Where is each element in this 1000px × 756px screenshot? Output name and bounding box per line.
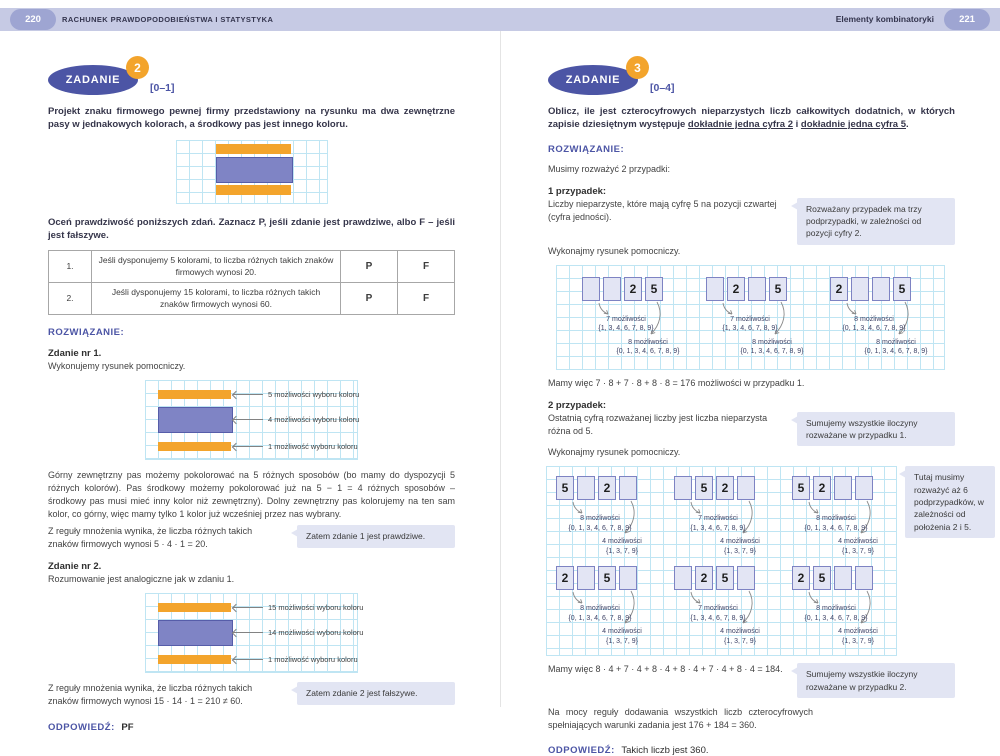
truth-table bbox=[48, 250, 455, 315]
case1-text: Liczby nieparzyste, które mają cyfrę 5 na pozycji czwartej (cyfra jedności). bbox=[548, 198, 777, 222]
digit-cell bbox=[855, 476, 873, 500]
digit-cell: 2 bbox=[598, 476, 616, 500]
page-right bbox=[500, 31, 1000, 756]
case1-figure bbox=[556, 265, 945, 370]
answer-value: PF bbox=[121, 721, 134, 733]
digit-group bbox=[706, 277, 818, 362]
false-option[interactable]: F bbox=[398, 251, 455, 283]
case2-figure bbox=[546, 466, 897, 656]
digit-cell: 5 bbox=[556, 476, 574, 500]
possibilities-label: 8 możliwości {0, 1, 3, 4, 6, 7, 8, 9} bbox=[740, 338, 804, 356]
digit-cell: 2 bbox=[727, 277, 745, 301]
page-number-right: 221 bbox=[944, 9, 990, 30]
subcases-callout: Tutaj musimy rozważyć aż 6 podprzypadków, w zależności od położenia 2 i 5. bbox=[905, 466, 995, 538]
possibilities-label: 8 możliwości {0, 1, 3, 4, 6, 7, 8, 9} bbox=[804, 515, 868, 532]
cases-intro: Musimy rozważyć 2 przypadki: bbox=[548, 163, 671, 174]
digit-group bbox=[556, 566, 668, 651]
left-arrow-icon bbox=[233, 419, 263, 420]
answer-value: Takich liczb jest 360. bbox=[621, 745, 709, 756]
case1-fig-intro: Wykonajmy rysunek pomocniczy. bbox=[548, 245, 681, 256]
digit-cell bbox=[834, 476, 852, 500]
possibilities-label: 4 możliwości {1, 3, 7, 9} bbox=[720, 628, 760, 645]
true-option[interactable]: P bbox=[341, 251, 398, 283]
digit-cell: 2 bbox=[716, 476, 734, 500]
statement1-intro: Wykonujemy rysunek pomocniczy. bbox=[48, 361, 186, 372]
digit-group bbox=[674, 566, 786, 651]
top-stripe bbox=[216, 144, 291, 154]
left-arrow-icon bbox=[233, 446, 263, 447]
stripe-label-row bbox=[233, 627, 363, 638]
underlined-condition: dokładnie jedna cyfra 5 bbox=[800, 119, 906, 131]
table-row bbox=[49, 251, 455, 283]
row-number: 2. bbox=[49, 283, 92, 315]
statement-cell: Jeśli dysponujemy 5 kolorami, to liczba różnych takich znaków firmowych wynosi 20. bbox=[92, 251, 341, 283]
case2-result: Mamy więc 8 · 4 + 7 · 4 + 8 · 4 + 8 · 4 + 7 · 4 + 8 · 4 = 184. bbox=[548, 664, 783, 675]
page-header-band bbox=[0, 8, 1000, 31]
digit-cell: 2 bbox=[556, 566, 574, 590]
digit-cell: 5 bbox=[769, 277, 787, 301]
digit-cell bbox=[603, 277, 621, 301]
digit-cell bbox=[577, 566, 595, 590]
statement2-heading: Zdanie nr 2. bbox=[48, 561, 102, 573]
task-score: [0–4] bbox=[650, 82, 675, 94]
digit-cell: 5 bbox=[813, 566, 831, 590]
task-badge bbox=[548, 60, 641, 95]
solution-heading: ROZWIĄZANIE: bbox=[48, 327, 125, 339]
digit-group bbox=[582, 277, 694, 362]
summary-paragraph: Na mocy reguły dodawania wszystkich liczb czterocyfrowych spełniających warunki zadania jest 176 + 184 = 360. bbox=[548, 706, 813, 731]
digit-cell bbox=[737, 566, 755, 590]
left-arrow-icon bbox=[233, 659, 263, 660]
stripe-label: 4 możliwości wyboru koloru bbox=[268, 415, 360, 425]
digit-cell bbox=[674, 476, 692, 500]
digit-cell bbox=[855, 566, 873, 590]
truth-prompt: Oceń prawdziwość poniższych zdań. Zaznacz P, jeśli zdanie jest prawdziwe, albo F – jeśli jest fałszywe. bbox=[48, 216, 455, 241]
digit-group bbox=[792, 476, 904, 561]
digit-cell bbox=[582, 277, 600, 301]
statement-cell: Jeśli dysponujemy 15 kolorami, to liczba różnych takich znaków firmowych wynosi 60. bbox=[92, 283, 341, 315]
digit-cell bbox=[674, 566, 692, 590]
digit-cell: 5 bbox=[792, 476, 810, 500]
intro-text: i bbox=[793, 119, 801, 131]
intro-text: Oblicz, ile jest czterocyfrowych nieparzystych liczb całkowitych dodatnich, w których zapisie dziesiętnym występuje bbox=[548, 106, 955, 131]
possibilities-label: 4 możliwości {1, 3, 7, 9} bbox=[602, 628, 642, 645]
possibilities-label: 8 możliwości {0, 1, 3, 4, 6, 7, 8, 9} bbox=[568, 605, 632, 622]
case2-result-callout: Sumujemy wszystkie iloczyny rozważane w przypadku 2. bbox=[797, 663, 955, 698]
possibilities-label: 7 możliwości {1, 3, 4, 6, 7, 8, 9} bbox=[598, 315, 654, 333]
top-stripe bbox=[158, 390, 231, 399]
digit-group bbox=[792, 566, 904, 651]
stripe-label: 1 możliwość wyboru koloru bbox=[268, 442, 358, 452]
statement2-intro: Rozumowanie jest analogiczne jak w zdaniu 1. bbox=[48, 574, 235, 585]
possibilities-label: 8 możliwości {0, 1, 3, 4, 6, 7, 8, 9} bbox=[842, 315, 906, 333]
table-row bbox=[49, 283, 455, 315]
digit-cell bbox=[872, 277, 890, 301]
possibilities-label: 4 możliwości {1, 3, 7, 9} bbox=[720, 538, 760, 555]
conclusion-callout: Zatem zdanie 2 jest fałszywe. bbox=[297, 682, 455, 704]
false-option[interactable]: F bbox=[398, 283, 455, 315]
task-badge-row bbox=[548, 59, 955, 95]
task-number-badge: 2 bbox=[126, 56, 149, 79]
chapter-title-left: RACHUNEK PRAWDOPODOBIEŃSTWA I STATYSTYKA bbox=[62, 15, 274, 24]
possibilities-label: 7 możliwości {1, 3, 4, 6, 7, 8, 9} bbox=[690, 515, 746, 532]
digit-cell bbox=[619, 566, 637, 590]
left-arrow-icon bbox=[233, 394, 263, 395]
statement1-heading: Zdanie nr 1. bbox=[48, 348, 102, 360]
intro-text: . bbox=[906, 119, 909, 131]
case2-callout: Sumujemy wszystkie iloczyny rozważane w przypadku 1. bbox=[797, 412, 955, 447]
possibilities-label: 4 możliwości {1, 3, 7, 9} bbox=[602, 538, 642, 555]
case2-heading: 2 przypadek: bbox=[548, 399, 607, 411]
digit-cell bbox=[834, 566, 852, 590]
case2-figure-wrap bbox=[546, 466, 984, 656]
digit-cell bbox=[748, 277, 766, 301]
left-arrow-icon bbox=[233, 607, 263, 608]
digit-cell bbox=[737, 476, 755, 500]
statement1-result: Z reguły mnożenia wynika, że liczba różnych takich znaków firmowych wynosi 5 · 4 · 1 = 20. bbox=[48, 526, 253, 550]
case2-text: Ostatnią cyfrą rozważanej liczby jest liczba nieparzysta różna od 5. bbox=[548, 412, 768, 436]
digit-group bbox=[674, 476, 786, 561]
possibilities-label: 8 możliwości {0, 1, 3, 4, 6, 7, 8, 9} bbox=[616, 338, 680, 356]
page-number-left: 220 bbox=[10, 9, 56, 30]
bottom-stripe bbox=[158, 442, 231, 451]
middle-stripe bbox=[216, 157, 293, 183]
task-badge bbox=[48, 60, 141, 95]
stripe-label-row bbox=[233, 602, 363, 613]
true-option[interactable]: P bbox=[341, 283, 398, 315]
bottom-stripe bbox=[158, 655, 231, 664]
middle-stripe bbox=[158, 407, 233, 433]
chapter-title-right: Elementy kombinatoryki bbox=[835, 14, 934, 24]
digit-group bbox=[556, 476, 668, 561]
digit-cell: 2 bbox=[624, 277, 642, 301]
case2-fig-intro: Wykonajmy rysunek pomocniczy. bbox=[548, 447, 681, 458]
digit-cell bbox=[619, 476, 637, 500]
left-arrow-icon bbox=[233, 632, 263, 633]
digit-cell: 5 bbox=[598, 566, 616, 590]
middle-stripe bbox=[158, 620, 233, 646]
answer-label: ODPOWIEDŹ: bbox=[48, 721, 115, 733]
stripe-label: 15 możliwości wyboru koloru bbox=[268, 603, 364, 613]
digit-group bbox=[830, 277, 942, 362]
digit-cell: 5 bbox=[645, 277, 663, 301]
stripe-label-row bbox=[233, 654, 358, 665]
digit-cell bbox=[706, 277, 724, 301]
stripe-label: 1 możliwość wyboru koloru bbox=[268, 655, 358, 665]
stripe-label-row bbox=[233, 414, 359, 425]
stripe-label: 5 możliwości wyboru koloru bbox=[268, 390, 360, 400]
logo-figure bbox=[176, 140, 328, 204]
task-badge-label: ZADANIE bbox=[565, 74, 621, 86]
digit-cell bbox=[577, 476, 595, 500]
solution-heading: ROZWIĄZANIE: bbox=[548, 143, 625, 155]
digit-cell: 5 bbox=[716, 566, 734, 590]
possibilities-label: 7 możliwości {1, 3, 4, 6, 7, 8, 9} bbox=[722, 315, 778, 333]
statement2-result: Z reguły mnożenia wynika, że liczba różnych takich znaków firmowych wynosi 15 · 14 · 1 = 210 ≠ 60. bbox=[48, 683, 253, 707]
possibilities-label: 8 możliwości {0, 1, 3, 4, 6, 7, 8, 9} bbox=[864, 338, 928, 356]
answer-label: ODPOWIEDŹ: bbox=[548, 745, 615, 756]
task-number-badge: 3 bbox=[626, 56, 649, 79]
row-number: 1. bbox=[49, 251, 92, 283]
digit-cell: 2 bbox=[695, 566, 713, 590]
helper-figure-2 bbox=[145, 593, 364, 673]
stripe-label-row bbox=[233, 441, 358, 452]
task-intro bbox=[548, 105, 955, 132]
bottom-stripe bbox=[216, 185, 291, 195]
underlined-condition: dokładnie jedna cyfra 2 bbox=[687, 119, 793, 131]
task-intro: Projekt znaku firmowego pewnej firmy przedstawiony na rysunku ma dwa zewnętrzne pasy w jednakowych kolorach, a środkowy pas jest innego koloru. bbox=[48, 106, 455, 131]
answer-row bbox=[548, 745, 955, 756]
possibilities-label: 8 możliwości {0, 1, 3, 4, 6, 7, 8, 9} bbox=[804, 605, 868, 622]
digit-cell: 2 bbox=[813, 476, 831, 500]
conclusion-callout: Zatem zdanie 1 jest prawdziwe. bbox=[297, 525, 455, 547]
statement1-paragraph: Górny zewnętrzny pas możemy pokolorować na 5 różnych sposobów (bo mamy do dyspozycji 5 różnych kolorów). Pas środkowy możemy pokolorować już na 5 − 1 = 4 różnych sposobów – środkowy pas musi mieć inny kolor niż zewnętrzny). Dolny zewnętrzny pas kolorujemy na ten sam kolor, co górny, więc mamy tylko 1 kolor już wcześniej przez nas wybrany. bbox=[48, 470, 455, 520]
digit-cell: 2 bbox=[830, 277, 848, 301]
case1-callout: Rozważany przypadek ma trzy podprzypadki, w zależności od pozycji cyfry 2. bbox=[797, 198, 955, 245]
case1-heading: 1 przypadek: bbox=[548, 185, 607, 197]
stripe-label: 14 możliwości wyboru koloru bbox=[268, 628, 364, 638]
task-badge-row bbox=[48, 59, 455, 95]
helper-figure-1 bbox=[145, 380, 358, 460]
task-score: [0–1] bbox=[150, 82, 175, 94]
possibilities-label: 7 możliwości {1, 3, 4, 6, 7, 8, 9} bbox=[690, 605, 746, 622]
possibilities-label: 4 możliwości {1, 3, 7, 9} bbox=[838, 628, 878, 645]
task-badge-label: ZADANIE bbox=[65, 74, 121, 86]
digit-cell: 5 bbox=[695, 476, 713, 500]
digit-cell: 5 bbox=[893, 277, 911, 301]
answer-row bbox=[48, 722, 455, 733]
case1-result: Mamy więc 7 · 8 + 7 · 8 + 8 · 8 = 176 możliwości w przypadku 1. bbox=[548, 377, 805, 388]
digit-cell: 2 bbox=[792, 566, 810, 590]
possibilities-label: 8 możliwości {0, 1, 3, 4, 6, 7, 8, 9} bbox=[568, 515, 632, 532]
stripe-label-row bbox=[233, 389, 359, 400]
page-left bbox=[0, 31, 500, 733]
possibilities-label: 4 możliwości {1, 3, 7, 9} bbox=[838, 538, 878, 555]
top-stripe bbox=[158, 603, 231, 612]
digit-cell bbox=[851, 277, 869, 301]
